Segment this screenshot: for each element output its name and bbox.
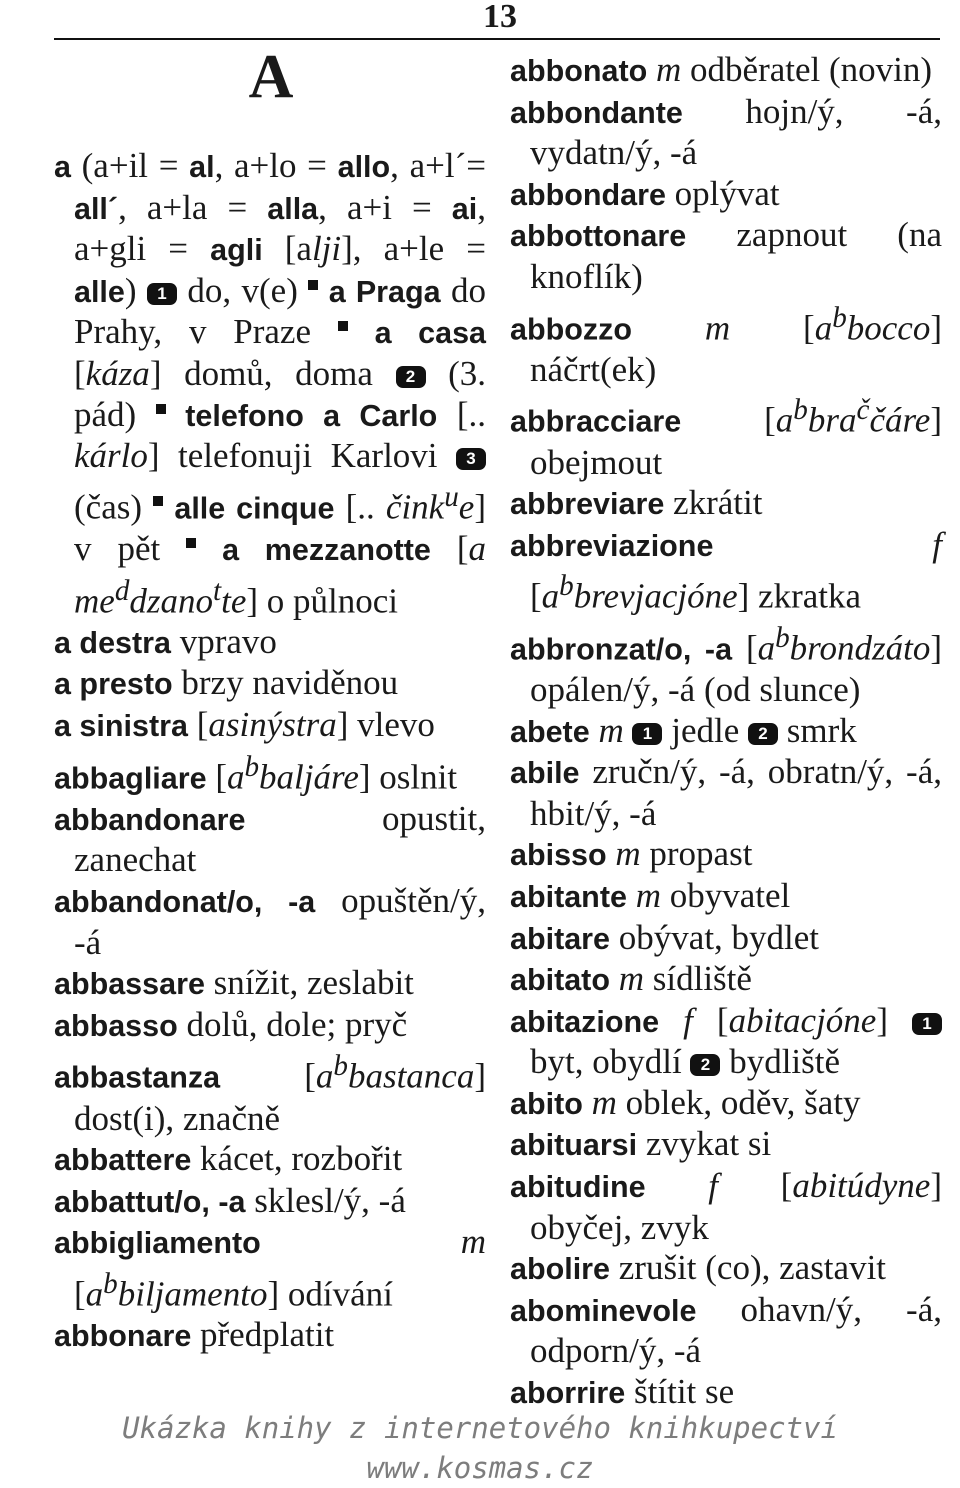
definition: dolů, dole; pryč — [177, 1004, 408, 1044]
pronunciation: bastanca — [347, 1057, 475, 1097]
left-column — [54, 146, 486, 1357]
pronunciation: čink — [385, 487, 445, 527]
definition: obývat, bydlet — [610, 917, 820, 957]
sense-number-badge: 2 — [690, 1054, 720, 1076]
pronunciation: a — [541, 577, 560, 617]
definition: ] opálen/ý, -á (od slunce) — [530, 628, 942, 709]
grammar-gender: m — [635, 875, 661, 915]
definition: jedle — [662, 710, 748, 750]
definition: [ — [206, 757, 227, 797]
headword: abbreviare — [510, 487, 665, 522]
definition: zrušit (co), zastavit — [610, 1248, 887, 1288]
pronunciation-superscript: t — [213, 574, 222, 607]
headword: abitare — [510, 921, 611, 956]
definition: propast — [640, 834, 753, 874]
sense-number-badge: 1 — [147, 283, 177, 305]
definition: [a — [262, 229, 312, 269]
sense-number-badge: 2 — [396, 366, 426, 388]
pronunciation: a — [226, 757, 245, 797]
dictionary-entry — [510, 834, 942, 876]
definition: ] oslnit — [358, 757, 458, 797]
dictionary-entry — [510, 711, 942, 753]
definition: ], a+le = — [341, 229, 486, 269]
definition: opustit, zanechat — [74, 798, 486, 880]
example-phrase: a casa — [374, 316, 487, 351]
headword: abbracciare — [510, 405, 682, 440]
definition — [647, 50, 656, 89]
definition — [583, 1083, 592, 1122]
definition: sklesl/ý, -á — [245, 1180, 406, 1220]
header-rule — [54, 38, 940, 40]
definition: [.. — [437, 394, 486, 434]
definition: zapnout (na knoflík) — [530, 215, 942, 296]
definition: [ — [220, 1057, 316, 1097]
pronunciation: a — [814, 308, 833, 348]
pronunciation: brondzáto — [789, 628, 931, 668]
definition: odběratel (novin) — [681, 50, 933, 89]
headword: abbandonare — [54, 802, 246, 837]
definition: [ — [730, 308, 815, 348]
definition: hojn/ý, -á, vydatn/ý, -á — [530, 91, 942, 173]
pronunciation-superscript: b — [793, 394, 808, 427]
definition — [624, 711, 633, 750]
definition: ] o půlnoci — [246, 581, 399, 621]
pronunciation: te — [221, 581, 247, 621]
pronunciation: abitúdyne — [792, 1166, 931, 1206]
pronunciation: biljamento — [117, 1274, 268, 1314]
definition: do Prahy, v Praze — [74, 270, 487, 352]
definition: [ — [74, 1274, 86, 1314]
definition: předplatit — [191, 1315, 335, 1355]
dictionary-entry — [510, 1083, 942, 1125]
example-bullet-icon — [156, 404, 166, 414]
definition: snížit, zeslabit — [204, 963, 414, 1003]
dictionary-entry — [510, 50, 942, 92]
dictionary-entry — [510, 483, 942, 525]
pronunciation-superscript: b — [832, 301, 847, 334]
definition: [ — [430, 529, 469, 568]
definition: byt, obydlí — [530, 1042, 691, 1082]
pronunciation-superscript: b — [559, 570, 574, 603]
pronunciation: a — [775, 401, 794, 441]
pronunciation: baljáre — [259, 757, 359, 797]
pronunciation: abitacjóne — [728, 1000, 877, 1040]
headword: abile — [510, 756, 580, 791]
headword: abbonato — [510, 54, 648, 88]
pronunciation-superscript: d — [114, 574, 130, 607]
grammar-gender: m — [460, 1222, 486, 1262]
definition: [.. — [334, 487, 386, 527]
page-number: 13 — [483, 0, 517, 35]
headword: abitudine — [510, 1170, 646, 1205]
dictionary-entry — [510, 390, 942, 483]
definition — [610, 959, 619, 998]
dictionary-entry — [510, 918, 942, 960]
dictionary-entry — [54, 1315, 486, 1357]
definition: smrk — [778, 710, 857, 750]
headword: abituarsi — [510, 1128, 638, 1163]
definition: zručn/ý, -á, obratn/ý, -á, hbit/ý, -á — [530, 752, 942, 833]
definition: opuštěn/ý, -á — [74, 881, 487, 962]
definition: ] domů, doma — [149, 353, 396, 393]
dictionary-entry — [510, 959, 942, 1001]
definition — [632, 308, 705, 347]
definition: [ — [187, 705, 209, 745]
definition: obyvatel — [660, 875, 791, 915]
grammar-gender: f — [708, 1166, 718, 1206]
headword: abbandonat/o, -a — [54, 885, 316, 920]
headword: abete — [510, 714, 590, 749]
dictionary-entry — [510, 618, 942, 711]
dictionary-entry — [510, 525, 942, 618]
grammar-gender: m — [618, 959, 645, 999]
definition: , a+lo = — [214, 146, 338, 185]
headword-form: ai — [451, 191, 478, 226]
right-column — [510, 50, 942, 1414]
headword: abbondare — [510, 177, 666, 212]
definition: [ — [732, 628, 758, 668]
definition: ) — [124, 270, 147, 310]
pronunciation-superscript: b — [333, 1050, 348, 1083]
section-letter: A — [248, 43, 294, 111]
definition: (3. pád) — [74, 353, 487, 434]
definition: zkrátit — [664, 483, 763, 523]
dictionary-entry — [54, 1139, 486, 1181]
dictionary-entry — [54, 799, 486, 881]
dictionary-entry — [54, 705, 486, 747]
dictionary-entry — [510, 1001, 942, 1083]
pronunciation: e — [458, 487, 475, 527]
definition: ] odívání — [267, 1274, 393, 1314]
example-phrase: telefono a Carlo — [185, 398, 438, 433]
headword-form: allo — [337, 150, 391, 184]
pronunciation: čáre — [869, 401, 931, 441]
dictionary-entry — [510, 876, 942, 918]
pronunciation: kárlo — [74, 436, 148, 476]
headword-form: agli — [210, 233, 263, 268]
grammar-gender: m — [591, 1082, 617, 1122]
pronunciation: bra — [807, 401, 857, 441]
pronunciation: dzano — [129, 581, 214, 621]
definition — [713, 525, 932, 564]
sense-number-badge: 2 — [748, 723, 778, 745]
grammar-gender: m — [656, 50, 682, 89]
dictionary-entry — [510, 215, 942, 297]
definition: [ — [530, 577, 542, 617]
headword: a destra — [54, 625, 171, 660]
dictionary-entry — [54, 963, 486, 1005]
headword: abbreviazione — [510, 528, 714, 563]
headword: abitato — [510, 963, 610, 998]
definition: zvykat si — [637, 1124, 772, 1164]
headword-form: all´ — [74, 191, 119, 226]
definition: bydliště — [720, 1042, 841, 1082]
dictionary-entry — [510, 1248, 942, 1290]
definition — [646, 1166, 709, 1205]
grammar-gender: f — [932, 524, 942, 564]
headword: a presto — [54, 667, 173, 702]
headword: abolire — [510, 1252, 611, 1287]
sense-number-badge: 1 — [632, 723, 662, 745]
headword: abbastanza — [54, 1061, 221, 1096]
headword-form: alla — [267, 191, 319, 226]
example-bullet-icon — [153, 496, 163, 506]
definition: (čas) — [74, 487, 154, 527]
definition: [ — [692, 1000, 729, 1040]
pronunciation: káza — [85, 353, 150, 393]
grammar-gender: f — [683, 1000, 693, 1040]
definition: ] dost(i), značně — [74, 1057, 486, 1138]
example-phrase: a mezzanotte — [222, 533, 431, 567]
pronunciation: a — [315, 1057, 334, 1097]
headword: abbattut/o, -a — [54, 1184, 246, 1219]
definition: (a+il = — [70, 146, 190, 185]
example-bullet-icon — [338, 321, 348, 331]
headword: abominevole — [510, 1293, 697, 1328]
pronunciation-superscript: u — [444, 480, 459, 513]
definition: ] v pět — [74, 487, 486, 568]
definition: oplývat — [665, 173, 780, 213]
headword: abbigliamento — [54, 1226, 261, 1261]
dictionary-entry — [54, 146, 486, 622]
dictionary-entry — [54, 1181, 486, 1223]
definition: , a+la = — [118, 187, 268, 227]
pronunciation: a — [757, 628, 776, 668]
pronunciation: a me — [74, 529, 487, 621]
definition: brzy naviděnou — [172, 663, 399, 703]
dictionary-entry — [510, 298, 942, 391]
headword: a sinistra — [54, 709, 188, 744]
definition: ohavn/ý, -á, odporn/ý, -á — [530, 1289, 942, 1371]
headword: abbondante — [510, 95, 683, 130]
headword: abitazione — [510, 1004, 660, 1039]
definition: vpravo — [170, 621, 277, 661]
grammar-gender: m — [615, 834, 641, 874]
definition: do, v(e) — [176, 270, 309, 310]
definition: ] náčrt(ek) — [530, 308, 942, 389]
definition: , a+l´= — [390, 146, 486, 185]
pronunciation-superscript: b — [244, 750, 260, 783]
example-bullet-icon — [186, 538, 196, 548]
headword: abito — [510, 1086, 583, 1121]
dictionary-entry — [54, 622, 486, 664]
definition: štítit se — [625, 1372, 735, 1412]
headword-form: al — [189, 150, 215, 184]
grammar-gender: m — [598, 710, 624, 750]
dictionary-entry — [510, 1166, 942, 1248]
headword: abbasso — [54, 1008, 178, 1043]
dictionary-entry — [510, 1290, 942, 1372]
dictionary-entry — [510, 92, 942, 174]
pronunciation-superscript: b — [775, 621, 790, 654]
pronunciation: asinýstra — [208, 705, 337, 745]
example-bullet-icon — [308, 280, 318, 290]
headword: abbozzo — [510, 312, 632, 347]
pronunciation: brevjacjóne — [573, 577, 738, 617]
headword: aborrire — [510, 1376, 626, 1411]
headword: a — [54, 150, 71, 184]
pronunciation: lji — [311, 229, 342, 269]
definition: , a+gli = — [74, 187, 486, 269]
example-phrase: alle cinque — [174, 491, 335, 526]
definition: oblek, oděv, šaty — [616, 1082, 861, 1122]
definition: , a+i = — [318, 187, 452, 227]
definition: ] zkratka — [737, 577, 862, 617]
headword: abbassare — [54, 967, 205, 1002]
headword: abisso — [510, 838, 607, 873]
definition: ] vlevo — [336, 705, 435, 745]
dictionary-entry — [54, 1046, 486, 1139]
definition — [627, 876, 636, 915]
headword: abbattere — [54, 1143, 192, 1178]
definition — [261, 1222, 461, 1261]
headword: abitante — [510, 879, 627, 914]
definition: [ — [74, 353, 86, 393]
definition: ] telefonuji Karlovi — [147, 436, 456, 476]
dictionary-entry — [510, 1124, 942, 1166]
dictionary-entry — [54, 1222, 486, 1315]
pronunciation: a — [85, 1274, 104, 1314]
footer-watermark: Ukázka knihy z internetového knihkupectví www.kosmas.cz — [122, 1411, 838, 1485]
sense-number-badge: 1 — [912, 1013, 942, 1035]
dictionary-entry — [54, 747, 486, 799]
dictionary-entry — [54, 663, 486, 705]
definition: kácet, rozbořit — [191, 1139, 403, 1179]
headword: abbagliare — [54, 761, 207, 796]
definition: sídliště — [644, 959, 752, 999]
definition: ] obejmout — [530, 401, 942, 482]
dictionary-entry — [54, 881, 486, 963]
sense-number-badge: 3 — [456, 448, 486, 470]
pronunciation-superscript: č — [856, 394, 870, 427]
dictionary-entry — [510, 752, 942, 834]
headword-form: alle — [74, 274, 125, 309]
pronunciation: bocco — [846, 308, 931, 348]
definition: ] — [876, 1000, 913, 1040]
definition: [ — [717, 1166, 793, 1206]
example-phrase: a Praga — [328, 274, 441, 309]
definition: ] obyčej, zvyk — [530, 1166, 943, 1247]
dictionary-entry — [510, 174, 942, 216]
grammar-gender: m — [704, 308, 731, 348]
headword: abbronzat/o, -a — [510, 632, 733, 667]
pronunciation-superscript: b — [103, 1268, 118, 1301]
dictionary-entry — [54, 1005, 486, 1047]
headword: abbonare — [54, 1319, 192, 1354]
definition: [ — [681, 401, 776, 441]
headword: abbottonare — [510, 219, 687, 254]
definition — [659, 1001, 683, 1040]
